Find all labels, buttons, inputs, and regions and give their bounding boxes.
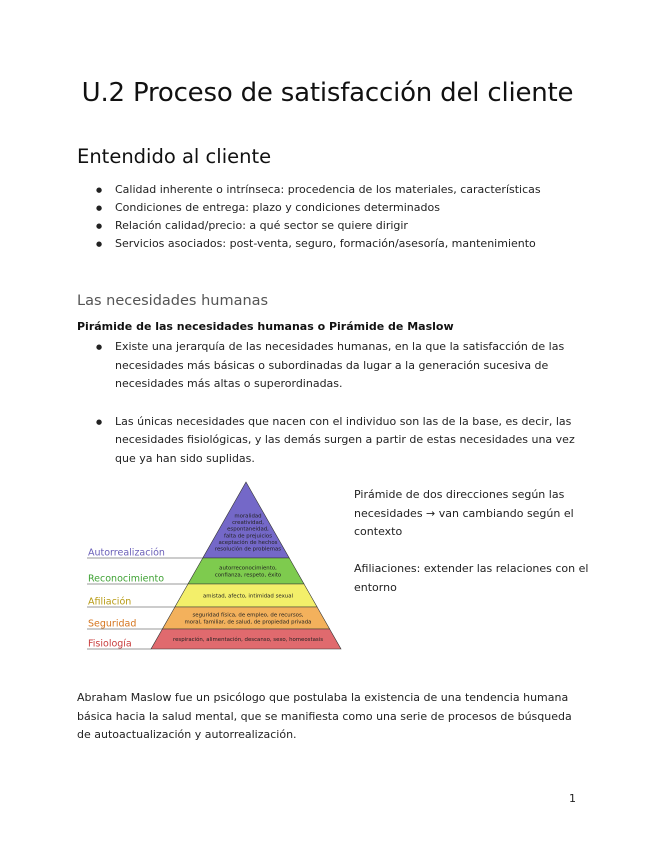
- page-title: U.2 Proceso de satisfacción del cliente: [81, 78, 574, 108]
- list-item: ● Condiciones de entrega: plazo y condiciones determinados: [77, 199, 597, 217]
- list-item: ● Relación calidad/precio: a qué sector se quiere dirigir: [77, 217, 597, 235]
- customer-bullet-list: [77, 181, 597, 253]
- side-notes: [354, 486, 594, 597]
- list-item: ● Calidad inherente o intrínseca: procedencia de los materiales, características: [77, 181, 597, 199]
- maslow-pyramid-graphic: [85, 478, 347, 654]
- pyramid-level-text: aceptación de hechos: [218, 539, 278, 546]
- pyramid-level-label: Afiliación: [88, 596, 132, 608]
- pyramid-level-label: Reconocimiento: [88, 573, 165, 585]
- pyramid-level-text: confianza, respeto, éxito: [214, 572, 282, 579]
- needs-bullet-list: [77, 338, 577, 468]
- pyramid-level-text: creatividad,: [232, 520, 264, 527]
- maslow-pyramid: [85, 478, 347, 654]
- side-note: Afiliaciones: extender las relaciones con el entorno: [354, 562, 589, 594]
- pyramid-level-label: Seguridad: [88, 618, 137, 630]
- pyramid-level-text: moralidad: [234, 513, 262, 520]
- list-item: ● Existe una jerarquía de las necesidades humanas, en la que la satisfacción de las necesidades más básicas o subordinadas da lugar a la generación sucesiva de necesidades más altas o superordinadas.: [77, 338, 577, 394]
- section-heading-needs: Las necesidades humanas: [77, 293, 269, 309]
- list-item: ● Las únicas necesidades que nacen con el individuo son las de la base, es decir, las necesidades fisiológicas, y las demás surgen a partir de estas necesidades una vez que ya han sido suplidas.: [77, 413, 577, 469]
- maslow-subtitle: Pirámide de las necesidades humanas o Pirámide de Maslow: [77, 320, 454, 333]
- pyramid-level-text: seguridad física, de empleo, de recursos,: [192, 612, 304, 619]
- pyramid-level-label: Fisiología: [88, 638, 132, 650]
- pyramid-level-text: amistad, afecto, intimidad sexual: [202, 593, 294, 600]
- list-item: ● Servicios asociados: post-venta, seguro, formación/asesoría, mantenimiento: [77, 235, 597, 253]
- pyramid-level-text: espontaneidad,: [227, 526, 269, 533]
- pyramid-level-text: respiración, alimentación, descanso, sexo, homeostasis: [172, 637, 324, 643]
- pyramid-level-text: resolución de problemas: [214, 546, 282, 553]
- section-heading-customer: Entendido al cliente: [77, 145, 272, 168]
- maslow-paragraph: Abraham Maslow fue un psicólogo que postulaba la existencia de una tendencia humana básica hacia la salud mental, que se manifiesta como una serie de procesos de búsqueda de autoactualización y autorrealización.: [77, 691, 572, 741]
- side-note: Pirámide de dos direcciones según las necesidades → van cambiando según el contexto: [354, 488, 574, 538]
- pyramid-level-text: falta de prejuicios: [223, 533, 273, 540]
- pyramid-level-text: moral, familiar, de salud, de propiedad privada: [184, 619, 312, 626]
- pyramid-level-text: autorreconocimiento,: [219, 565, 277, 572]
- page-number: 1: [569, 792, 576, 805]
- pyramid-level-label: Autorrealización: [88, 547, 165, 559]
